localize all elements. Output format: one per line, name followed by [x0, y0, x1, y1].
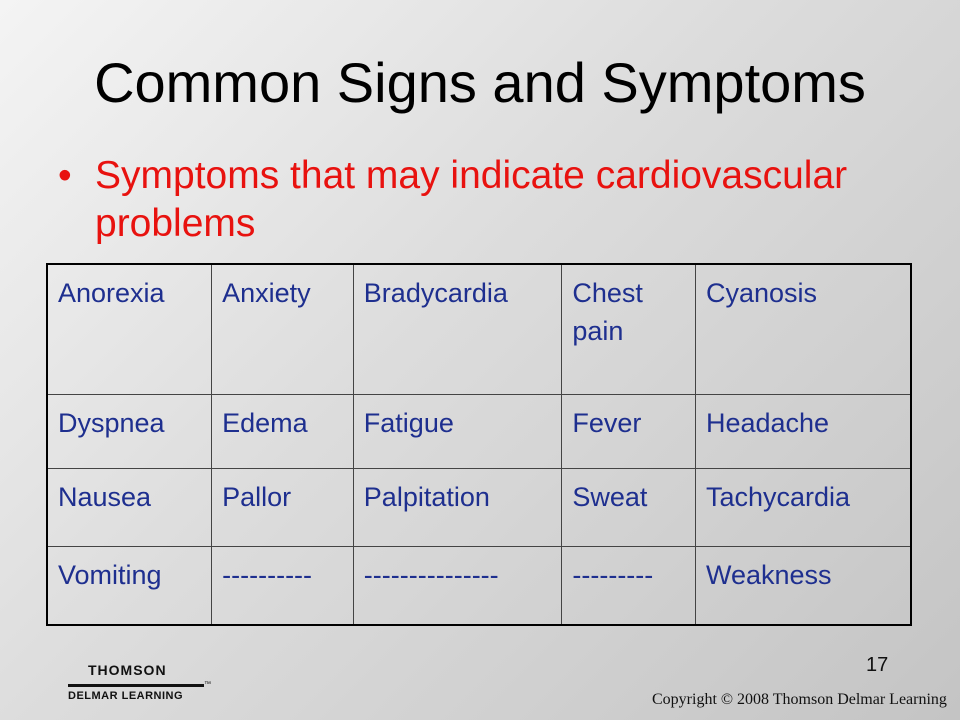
- table-cell: Cyanosis: [695, 264, 911, 394]
- table-cell: Fever: [562, 394, 696, 468]
- thomson-delmar-logo: [68, 660, 218, 708]
- table-cell: Pallor: [212, 468, 354, 546]
- table-cell: Vomiting: [47, 546, 212, 625]
- table-cell: ---------: [562, 546, 696, 625]
- logo-wordmark-bottom: DELMAR LEARNING: [68, 690, 184, 702]
- table-cell: Nausea: [47, 468, 212, 546]
- table-row: [47, 264, 911, 394]
- table-cell: Fatigue: [353, 394, 562, 468]
- table-cell: Weakness: [695, 546, 911, 625]
- table-cell: Headache: [695, 394, 911, 468]
- table-cell: Edema: [212, 394, 354, 468]
- slide-title: Common Signs and Symptoms: [94, 51, 866, 114]
- table-cell: Dyspnea: [47, 394, 212, 468]
- table-cell: Bradycardia: [353, 264, 562, 394]
- table-cell: ---------------: [353, 546, 562, 625]
- logo-divider: [68, 684, 204, 687]
- table-cell: Anorexia: [47, 264, 212, 394]
- copyright-notice: Copyright © 2008 Thomson Delmar Learning: [652, 691, 947, 708]
- table-cell: ----------: [212, 546, 354, 625]
- table-cell: Palpitation: [353, 468, 562, 546]
- table-cell: Sweat: [562, 468, 696, 546]
- logo-wordmark-top: THOMSON: [88, 662, 167, 678]
- table-row: [47, 468, 911, 546]
- table-cell: Chest pain: [562, 264, 696, 394]
- table-cell: Anxiety: [212, 264, 354, 394]
- page-number: 17: [866, 654, 889, 676]
- bullet-text: Symptoms that may indicate cardiovascular problems: [95, 154, 848, 245]
- logo-trademark: ™: [204, 681, 211, 688]
- bullet-point: [58, 152, 938, 248]
- table-row: [47, 394, 911, 468]
- symptoms-table: [46, 263, 912, 626]
- bullet-marker: •: [58, 154, 72, 197]
- table-row: [47, 546, 911, 625]
- table-cell: Tachycardia: [695, 468, 911, 546]
